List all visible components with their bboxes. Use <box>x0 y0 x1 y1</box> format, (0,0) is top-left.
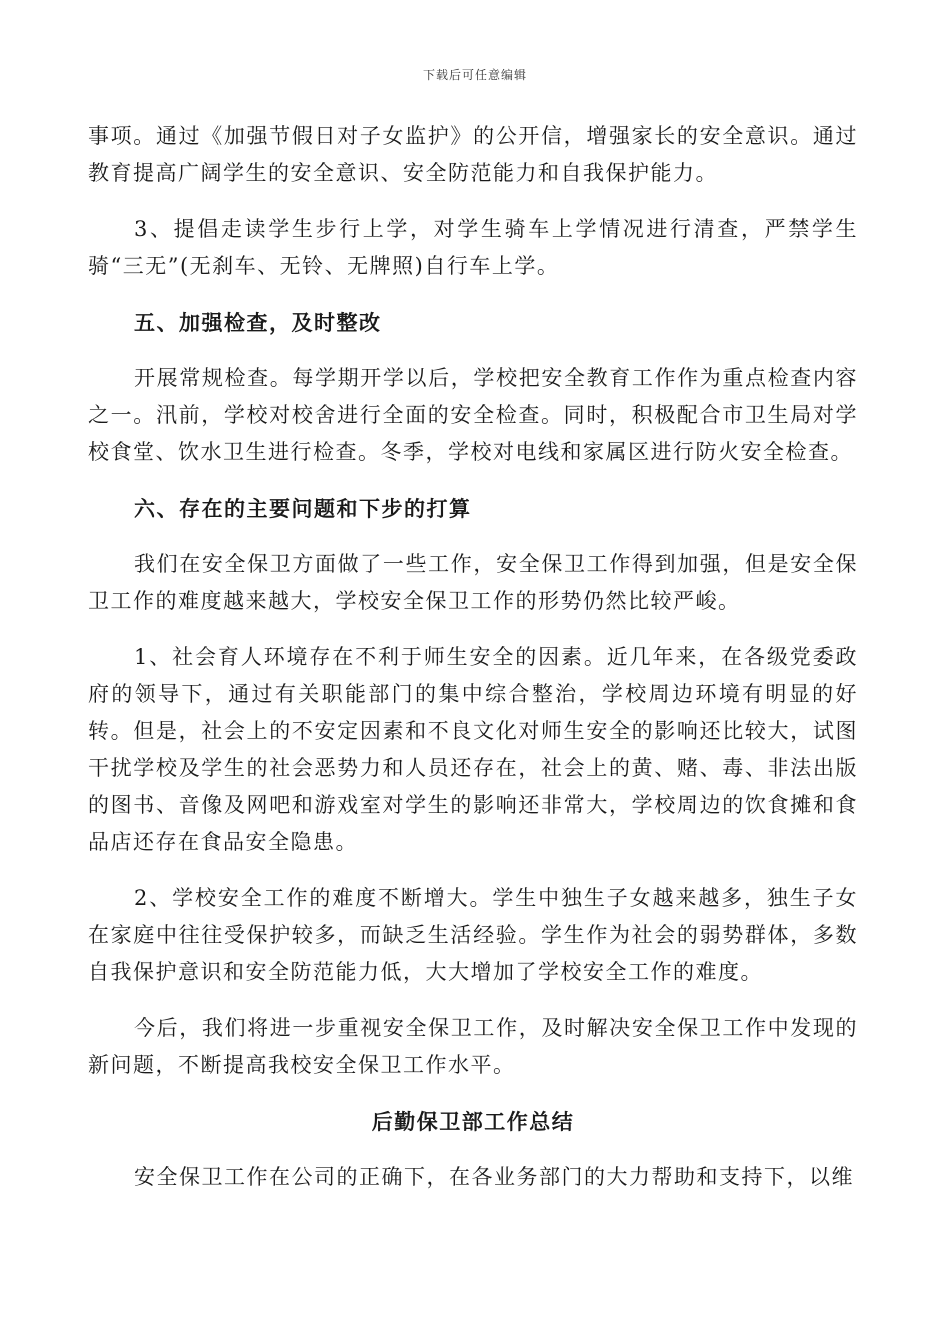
paragraph-4: 我们在安全保卫方面做了一些工作，安全保卫工作得到加强，但是安全保卫工作的难度越来越大，学校安全保卫工作的形势仍然比较严峻。 <box>88 552 858 613</box>
section-heading-5: 五、加强检查，及时整改 <box>134 310 382 335</box>
page-header: 下载后可任意编辑 <box>422 68 527 82</box>
paragraph-8: 安全保卫工作在公司的正确下，在各业务部门的大力帮助和支持下，以维 <box>134 1165 854 1189</box>
paragraph-1: 事项。通过《加强节假日对子女监护》的公开信，增强家长的安全意识。通过教育提高广阔学生的安全意识、安全防范能力和自我保护能力。 <box>88 124 858 185</box>
paragraph-2: 3、提倡走读学生步行上学，对学生骑车上学情况进行清查，严禁学生骑“三无”(无刹车、无铃、无牌照)自行车上学。 <box>88 217 858 278</box>
document-body <box>88 118 858 1196</box>
paragraph-3: 开展常规检查。每学期开学以后，学校把安全教育工作作为重点检查内容之一。汛前，学校对校舍进行全面的安全检查。同时，积极配合市卫生局对学校食堂、饮水卫生进行检查。冬季，学校对电线和家属区进行防火安全检查。 <box>88 366 858 464</box>
document-title: 后勤保卫部工作总结 <box>371 1109 575 1134</box>
paragraph-5: 1、社会育人环境存在不利于师生安全的因素。近几年来，在各级党委政府的领导下，通过有关职能部门的集中综合整治，学校周边环境有明显的好转。但是，社会上的不安定因素和不良文化对师生安全的影响还比较大，试图干扰学校及学生的社会恶势力和人员还存在，社会上的黄、赌、毒、非法出版的图书、音像及网吧和游戏室对学生的影响还非常大，学校周边的饮食摊和食品店还存在食品安全隐患。 <box>88 645 858 854</box>
paragraph-7: 今后，我们将进一步重视安全保卫工作，及时解决安全保卫工作中发现的新问题，不断提高我校安全保卫工作水平。 <box>88 1016 858 1077</box>
paragraph-6: 2、学校安全工作的难度不断增大。学生中独生子女越来越多，独生子女在家庭中往往受保护较多，而缺乏生活经验。学生作为社会的弱势群体，多数自我保护意识和安全防范能力低，大大增加了学校安全工作的难度。 <box>88 886 858 984</box>
section-heading-6: 六、存在的主要问题和下步的打算 <box>134 496 472 521</box>
